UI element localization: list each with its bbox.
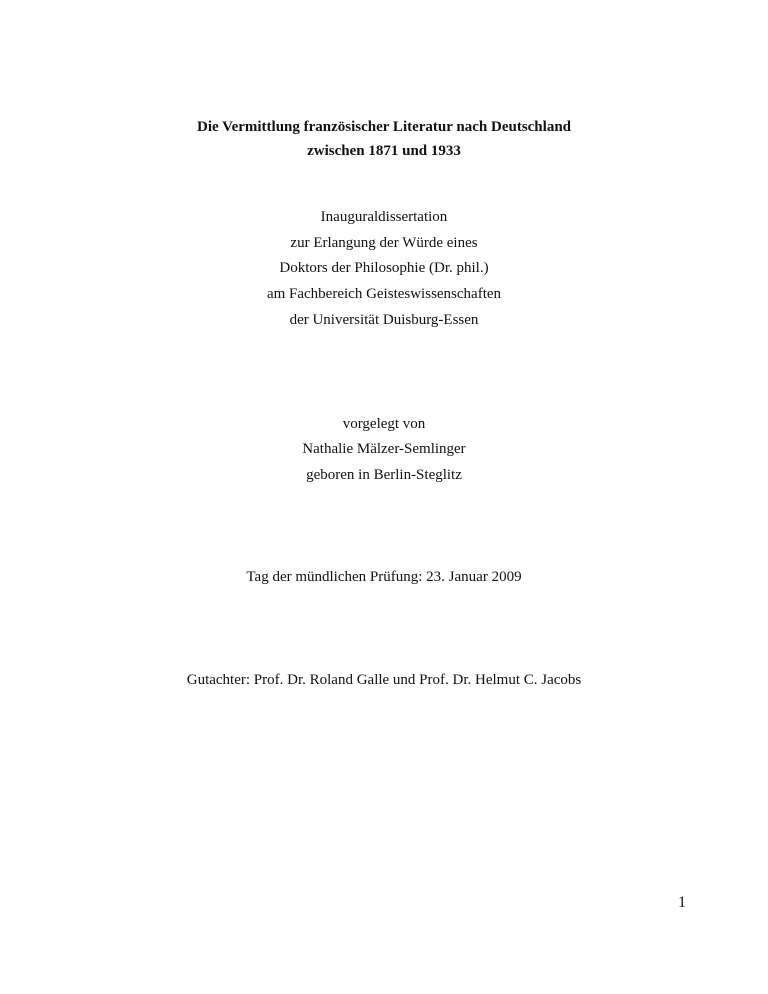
thesis-title-line-1: Die Vermittlung französischer Literatur nach Deutschland <box>196 119 572 135</box>
reviewers: Gutachter: Prof. Dr. Roland Galle und Prof. Dr. Helmut C. Jacobs <box>186 672 582 688</box>
author-name: Nathalie Mälzer-Semlinger <box>302 441 466 457</box>
page-number: 1 <box>678 894 686 911</box>
degree-line-4: am Fachbereich Geisteswissenschaften <box>266 286 502 302</box>
submitted-by-label: vorgelegt von <box>342 416 426 432</box>
degree-line-3: Doktors der Philosophie (Dr. phil.) <box>279 260 489 276</box>
author-birthplace: geboren in Berlin-Steglitz <box>306 467 462 483</box>
degree-line-1: Inauguraldissertation <box>320 209 448 225</box>
exam-date: Tag der mündlichen Prüfung: 23. Januar 2009 <box>246 569 522 585</box>
degree-line-2: zur Erlangung der Würde eines <box>290 235 478 251</box>
thesis-title-line-2: zwischen 1871 und 1933 <box>307 143 461 159</box>
degree-line-5: der Universität Duisburg-Essen <box>289 312 479 328</box>
